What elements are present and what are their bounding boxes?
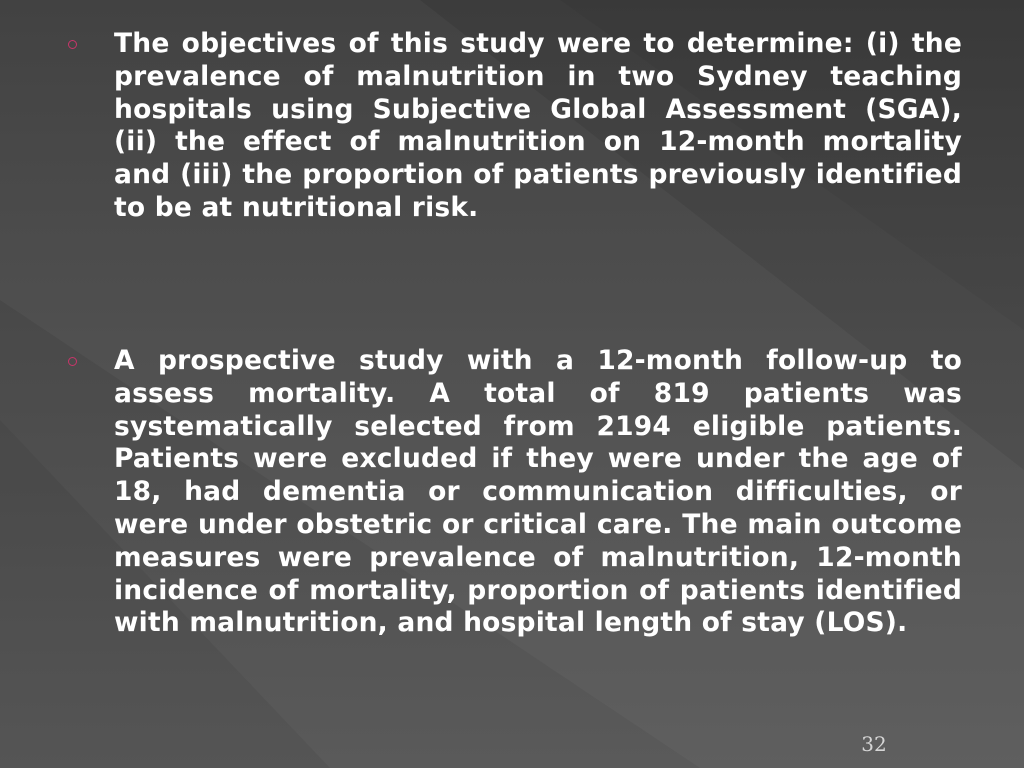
bullet-text-study-design: A prospective study with a 12-month follow-up to assess mortality. A total of 819 patients was systematically selected from 2194 eligible patients. Patients were excluded if they were under the age of 18, had dementia or communication difficulties, or were under obstetric or critical care. The main outcome measures were prevalence of malnutrition, 12-month incidence of mortality, proportion of patients identified with malnutrition, and hospital length of stay (LOS). [114,345,962,639]
bullet-text-objectives: The objectives of this study were to determine: (i) the prevalence of malnutrition in two Sydney teaching hospitals using Subjective Global Assessment (SGA), (ii) the effect of malnutrition on 12-month mortality and (iii) the proportion of patients previously identified to be at nutritional risk. [114,28,962,223]
hollow-circle-icon [68,40,77,49]
page-number: 32 [861,732,887,756]
hollow-circle-icon [68,357,77,366]
